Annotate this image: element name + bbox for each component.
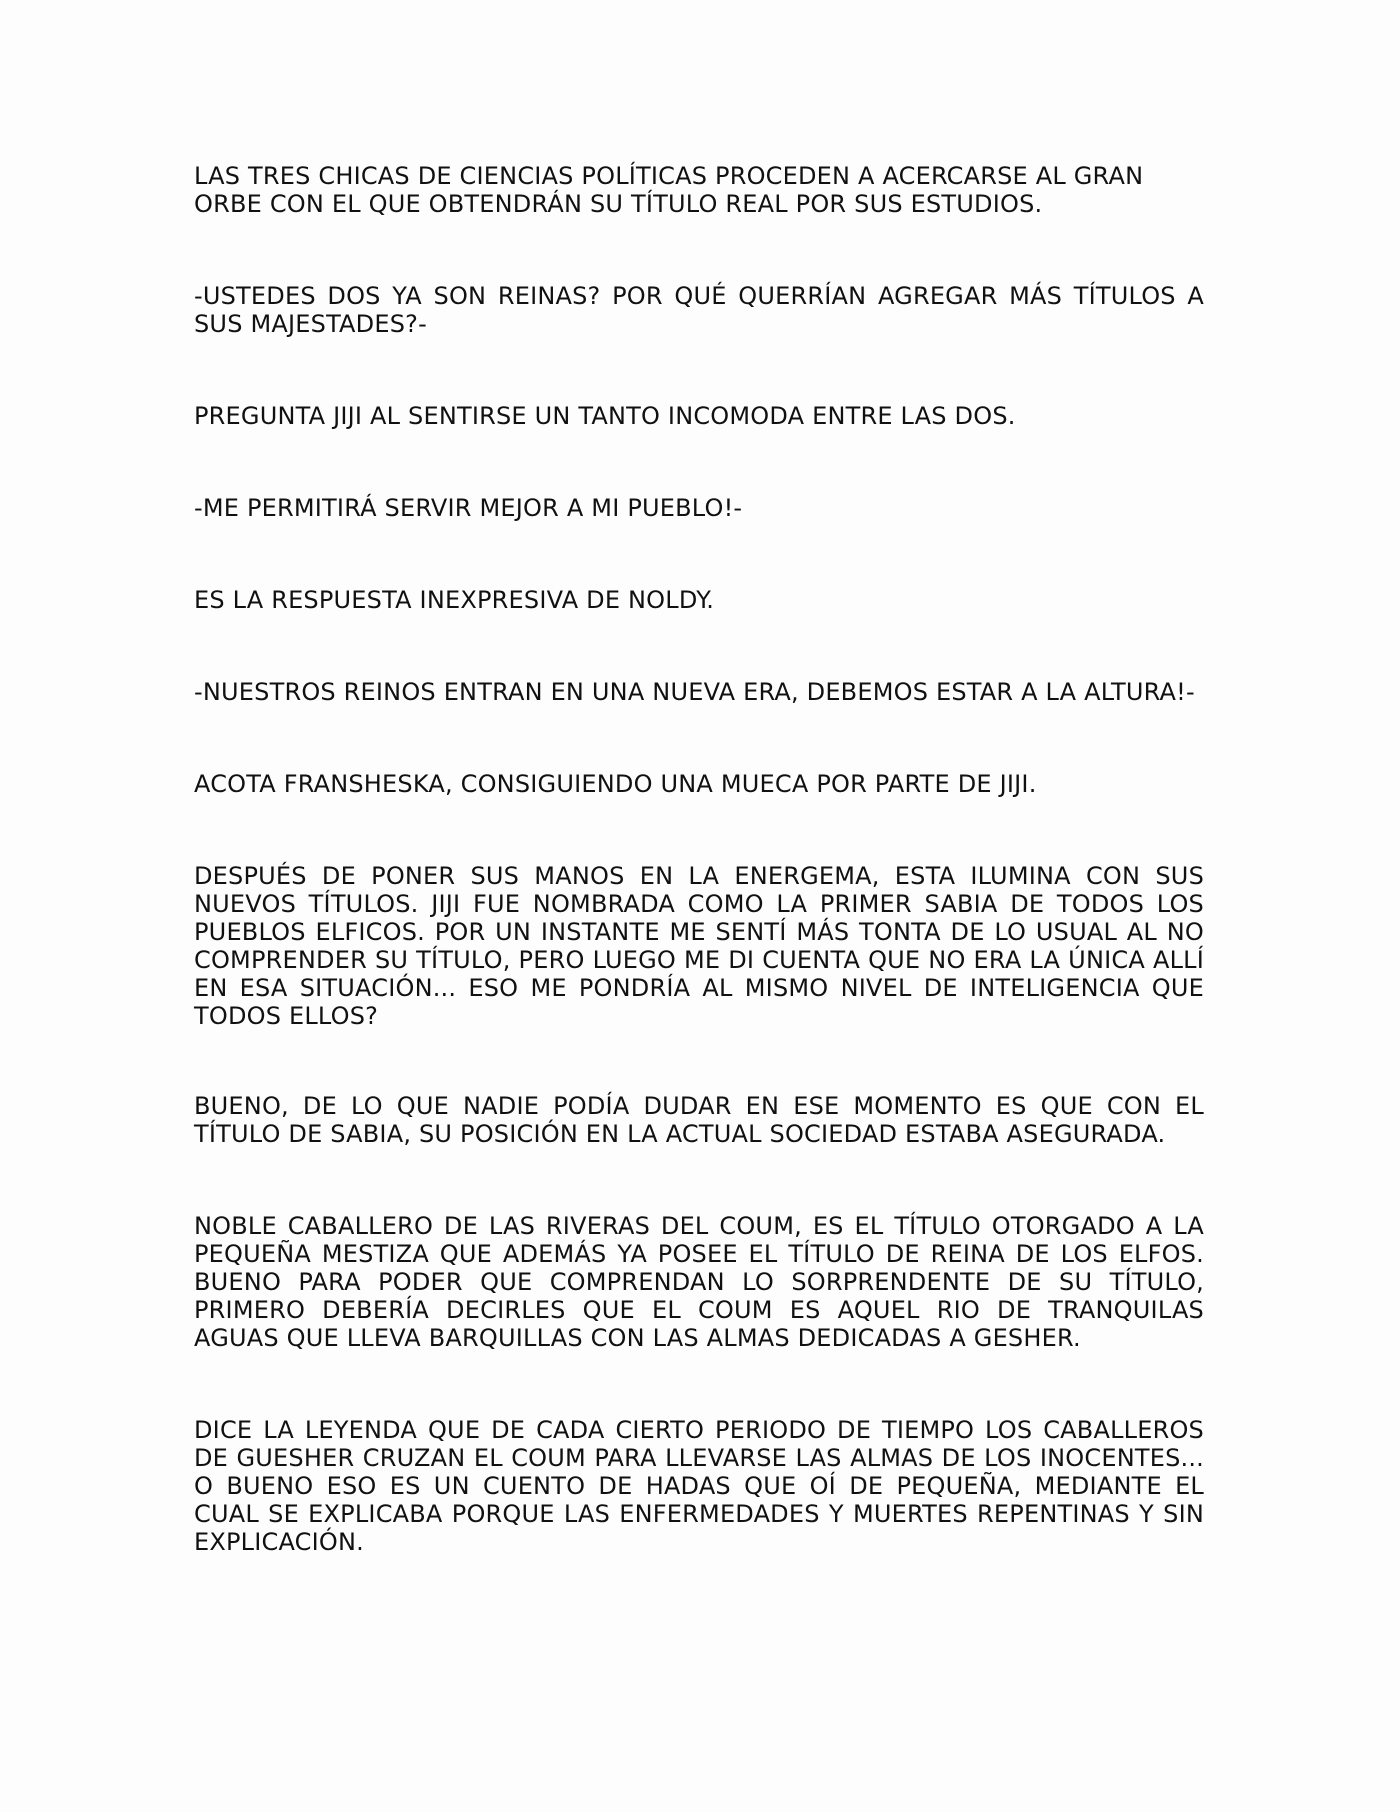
paragraph-5: ES LA RESPUESTA INEXPRESIVA DE NOLDY.: [194, 586, 715, 614]
paragraph-3: PREGUNTA JIJI AL SENTIRSE UN TANTO INCOMODA ENTRE LAS DOS.: [194, 402, 1016, 430]
paragraph-4: -ME PERMITIRÁ SERVIR MEJOR A MI PUEBLO!-: [194, 494, 743, 522]
paragraph-1: LAS TRES CHICAS DE CIENCIAS POLÍTICAS PROCEDEN A ACERCARSE AL GRAN ORBE CON EL QUE OBTENDRÁN SU TÍTULO REAL POR SUS ESTUDIOS.: [194, 162, 1144, 218]
paragraph-6: -NUESTROS REINOS ENTRAN EN UNA NUEVA ERA, DEBEMOS ESTAR A LA ALTURA!-: [194, 678, 1195, 706]
paragraph-11: DICE LA LEYENDA QUE DE CADA CIERTO PERIODO DE TIEMPO LOS CABALLEROS DE GUESHER CRUZAN EL COUM PARA LLEVARSE LAS ALMAS DE LOS INOCENTES... O BUENO ESO ES UN CUENTO DE HADAS QUE OÍ DE PEQUEÑA, MEDIANTE EL CUAL SE EXPLICABA PORQUE LAS ENFERMEDADES Y MUERTES REPENTINAS Y SIN EXPLICACIÓN.: [194, 1416, 1204, 1556]
paragraph-2: -USTEDES DOS YA SON REINAS? POR QUÉ QUERRÍAN AGREGAR MÁS TÍTULOS A SUS MAJESTADES?-: [194, 282, 1204, 338]
paragraph-7: ACOTA FRANSHESKA, CONSIGUIENDO UNA MUECA POR PARTE DE JIJI.: [194, 770, 1037, 798]
paragraph-8: DESPUÉS DE PONER SUS MANOS EN LA ENERGEMA, ESTA ILUMINA CON SUS NUEVOS TÍTULOS. JIJI FUE NOMBRADA COMO LA PRIMER SABIA DE TODOS LOS PUEBLOS ELFICOS. POR UN INSTANTE ME SENTÍ MÁS TONTA DE LO USUAL AL NO COMPRENDER SU TÍTULO, PERO LUEGO ME DI CUENTA QUE NO ERA LA ÚNICA ALLÍ EN ESA SITUACIÓN... ESO ME PONDRÍA AL MISMO NIVEL DE INTELIGENCIA QUE TODOS ELLOS?: [194, 862, 1204, 1030]
paragraph-9: BUENO, DE LO QUE NADIE PODÍA DUDAR EN ESE MOMENTO ES QUE CON EL TÍTULO DE SABIA, SU POSICIÓN EN LA ACTUAL SOCIEDAD ESTABA ASEGURADA.: [194, 1092, 1204, 1148]
paragraph-10: NOBLE CABALLERO DE LAS RIVERAS DEL COUM, ES EL TÍTULO OTORGADO A LA PEQUEÑA MESTIZA QUE ADEMÁS YA POSEE EL TÍTULO DE REINA DE LOS ELFOS. BUENO PARA PODER QUE COMPRENDAN LO SORPRENDENTE DE SU TÍTULO, PRIMERO DEBERÍA DECIRLES QUE EL COUM ES AQUEL RIO DE TRANQUILAS AGUAS QUE LLEVA BARQUILLAS CON LAS ALMAS DEDICADAS A GESHER.: [194, 1212, 1204, 1352]
